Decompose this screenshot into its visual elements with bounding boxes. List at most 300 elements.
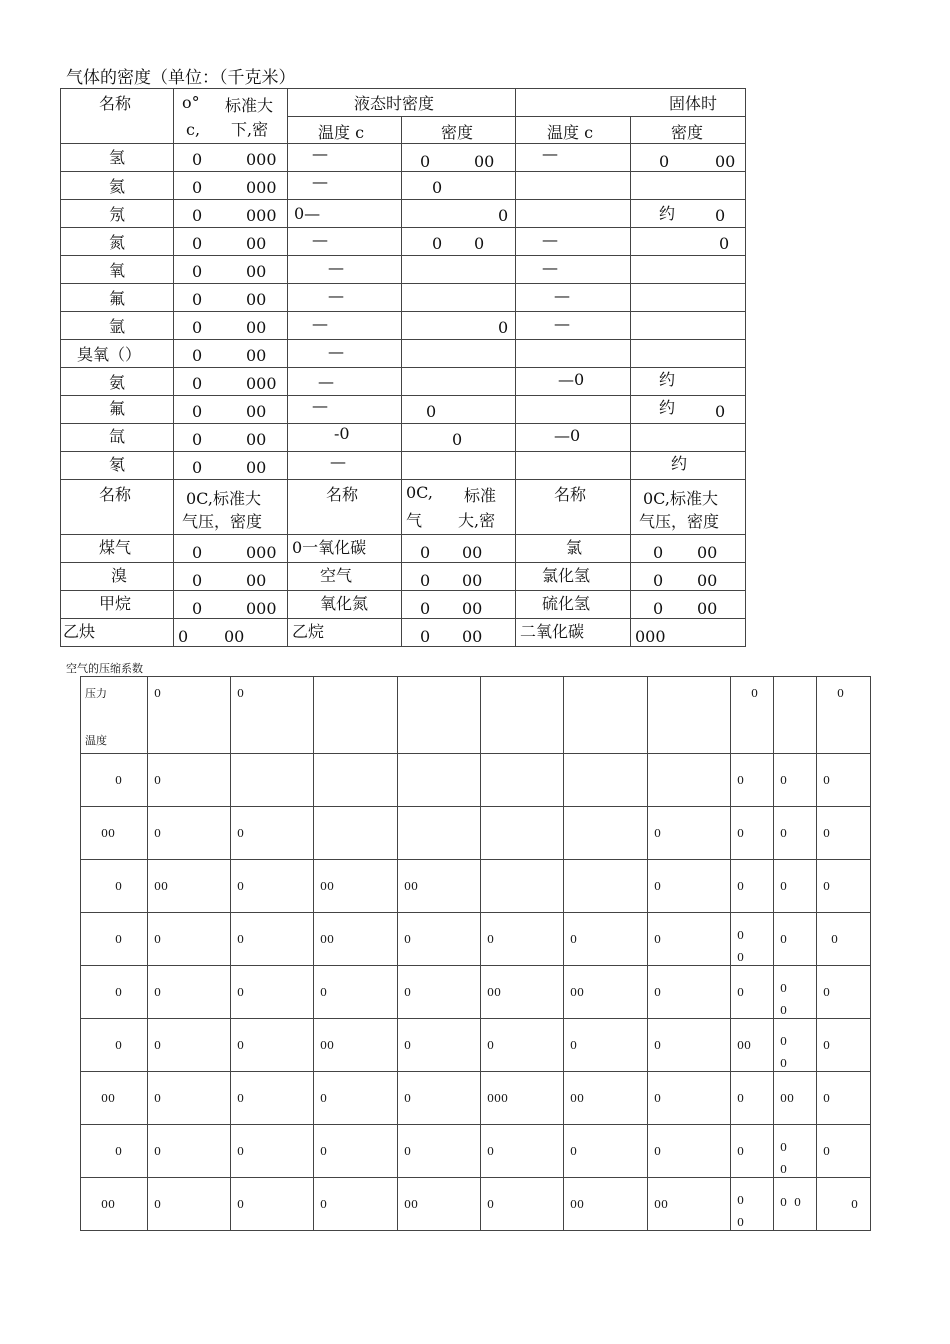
- subheader-std-a: 0C,: [406, 483, 433, 502]
- header-solid-temp: 温度 c: [516, 116, 631, 144]
- density-value: —: [330, 452, 346, 471]
- density-value: 00: [246, 262, 267, 281]
- compression-row: [81, 1125, 871, 1178]
- temperature-cell: [81, 1019, 148, 1072]
- compression-cell: [314, 1072, 398, 1125]
- subheader-std-line1: 0C,标准大: [643, 489, 718, 508]
- density-cell: [61, 619, 174, 647]
- density-value: 0: [420, 543, 431, 562]
- density-value: —: [328, 342, 344, 361]
- compression-cell: [817, 807, 871, 860]
- density-value: 煤气: [99, 538, 132, 557]
- compression-cell: [481, 966, 564, 1019]
- density-value: 0: [192, 599, 203, 618]
- density-value: 氢: [109, 148, 126, 167]
- compression-value: 0: [823, 774, 830, 787]
- compression-row: [81, 807, 871, 860]
- compression-header-cell: [148, 677, 231, 754]
- density-value: —: [542, 258, 558, 277]
- compression-cell: [817, 1072, 871, 1125]
- compression-cell: [648, 754, 731, 807]
- density-value: 0: [192, 234, 203, 253]
- density-row-2: [61, 619, 746, 647]
- compression-cell: [148, 1178, 231, 1231]
- density-cell: [631, 312, 746, 340]
- density-cell: [631, 144, 746, 172]
- compression-cell: [731, 1072, 774, 1125]
- compression-cell: [314, 1178, 398, 1231]
- density-cell: [174, 452, 288, 480]
- density-value: 甲烷: [99, 594, 132, 613]
- density-value: 0: [192, 374, 203, 393]
- density-row: [61, 424, 746, 452]
- compression-value: 0: [154, 1198, 161, 1211]
- compression-value: 00: [487, 986, 501, 999]
- density-cell: [631, 284, 746, 312]
- compression-value: 0: [237, 1039, 244, 1052]
- density-cell: [402, 424, 516, 452]
- compression-cell: [774, 1178, 817, 1231]
- density-cell: [516, 368, 631, 396]
- compression-cell: [148, 1125, 231, 1178]
- density-cell: [174, 200, 288, 228]
- density-value: —: [554, 314, 570, 333]
- density-value: 约: [659, 398, 676, 417]
- density-value: 0: [420, 599, 431, 618]
- compression-value: 0: [654, 986, 661, 999]
- compression-value: 0: [823, 827, 830, 840]
- compression-value: 00: [570, 1198, 584, 1211]
- density-cell: [516, 340, 631, 368]
- density-value: 00: [697, 599, 718, 618]
- density-row-2: [61, 591, 746, 619]
- compression-cell: [398, 807, 481, 860]
- compression-value: 0: [237, 1092, 244, 1105]
- compression-value: 00: [320, 1039, 334, 1052]
- temperature-value: 00: [101, 1198, 115, 1211]
- density-cell: [631, 535, 746, 563]
- density-cell: [61, 535, 174, 563]
- compression-header-cell: [731, 677, 774, 754]
- compression-header-cell: [314, 677, 398, 754]
- compression-row: [81, 913, 871, 966]
- compression-cell: [481, 1125, 564, 1178]
- density-row-2: [61, 563, 746, 591]
- density-cell: [288, 368, 402, 396]
- temperature-value: 0: [115, 986, 122, 999]
- density-value: 氯化氢: [542, 566, 591, 585]
- temperature-cell: [81, 1125, 148, 1178]
- density-cell: [288, 200, 402, 228]
- compression-cell: [774, 1019, 817, 1072]
- compression-cell: [731, 1178, 774, 1231]
- compression-cell: [648, 1019, 731, 1072]
- temperature-value: 0: [115, 1039, 122, 1052]
- compression-value: 0: [570, 1145, 577, 1158]
- density-cell: [174, 424, 288, 452]
- density-cell: [402, 172, 516, 200]
- compression-cell: [564, 754, 648, 807]
- compression-row: [81, 966, 871, 1019]
- density-value: 0: [452, 430, 463, 449]
- density-cell: [288, 340, 402, 368]
- density-cell: [631, 228, 746, 256]
- density-cell: [61, 591, 174, 619]
- density-value: 臭氧（）: [77, 345, 142, 364]
- compression-value: 0: [737, 1145, 744, 1158]
- density-value: 0: [192, 150, 203, 169]
- density-value: 乙炔: [63, 622, 96, 641]
- compression-value: 0: [237, 1198, 244, 1211]
- density-cell: [174, 256, 288, 284]
- compression-value: 0 0: [780, 1035, 787, 1070]
- header-liquid-density-col: 密度: [402, 116, 516, 144]
- density-cell: [631, 200, 746, 228]
- density-value: 约: [659, 204, 676, 223]
- compression-cell: [148, 754, 231, 807]
- density-cell: [516, 312, 631, 340]
- header-name: 名称: [61, 89, 174, 144]
- header-solid: 固体时: [516, 89, 746, 117]
- density-cell: [516, 535, 631, 563]
- density-cell: [288, 563, 402, 591]
- density-value: 00: [474, 152, 495, 171]
- subheader-std-line2: 气压，密度: [182, 512, 263, 531]
- density-value: 0: [715, 206, 726, 225]
- density-value: 氨: [109, 373, 126, 392]
- subheader-std-line1: 0C,标准大: [186, 489, 261, 508]
- density-value: 氦: [109, 177, 126, 196]
- density-value: 氧化氮: [320, 594, 369, 613]
- temperature-value: 0: [115, 1145, 122, 1158]
- density-value: 0: [192, 206, 203, 225]
- compression-value: 0: [404, 1092, 411, 1105]
- subheader-std-c: 气: [406, 511, 423, 530]
- compression-cell: [231, 1072, 314, 1125]
- density-value: 0: [432, 234, 443, 253]
- compression-cell: [564, 966, 648, 1019]
- subheader-std-d: 大,密: [458, 511, 496, 530]
- density-table-title: 气体的密度（单位：（千克米）: [66, 68, 296, 88]
- compression-value: 0: [570, 1039, 577, 1052]
- density-row-2: [61, 535, 746, 563]
- density-cell: [516, 200, 631, 228]
- density-cell: [631, 591, 746, 619]
- density-value: —: [328, 258, 344, 277]
- compression-cell: [398, 913, 481, 966]
- density-cell: [402, 284, 516, 312]
- compression-value: 0: [237, 933, 244, 946]
- density-cell: [174, 312, 288, 340]
- compression-header-cell: [481, 677, 564, 754]
- compression-value: 0: [823, 1145, 830, 1158]
- compression-cell: [231, 754, 314, 807]
- compression-header-row: [81, 677, 871, 754]
- density-cell: [516, 591, 631, 619]
- compression-cell: [817, 1019, 871, 1072]
- density-value: 0: [192, 402, 203, 421]
- density-value: 二氧化碳: [520, 622, 585, 641]
- compression-value: 0: [851, 1198, 858, 1211]
- compression-cell: [231, 1178, 314, 1231]
- density-value: 0—: [294, 204, 321, 223]
- compression-cell: [314, 754, 398, 807]
- temperature-label: 温度: [85, 734, 107, 747]
- compression-value: 0: [737, 827, 744, 840]
- compression-value: 0: [320, 986, 327, 999]
- compression-cell: [731, 807, 774, 860]
- density-row: [61, 228, 746, 256]
- compression-value: 0: [654, 827, 661, 840]
- density-cell: [631, 368, 746, 396]
- density-value: 00: [246, 290, 267, 309]
- density-value: 0一氧化碳: [292, 538, 367, 557]
- density-cell: [402, 368, 516, 396]
- temperature-value: 0: [115, 933, 122, 946]
- compression-cell: [774, 966, 817, 1019]
- subheader-cell: [631, 480, 746, 535]
- compression-cell: [398, 966, 481, 1019]
- compression-cell: [148, 966, 231, 1019]
- compression-cell: [314, 1019, 398, 1072]
- density-value: 00: [462, 599, 483, 618]
- compression-cell: [231, 913, 314, 966]
- density-cell: [631, 256, 746, 284]
- subheader-cell: [61, 480, 174, 535]
- compression-value: 00: [570, 986, 584, 999]
- density-value: 0: [715, 402, 726, 421]
- density-cell: [174, 284, 288, 312]
- density-value: 0: [192, 458, 203, 477]
- subheader-name: 名称: [554, 485, 587, 504]
- density-row: [61, 396, 746, 424]
- density-value: 000: [246, 374, 277, 393]
- compression-cell: [481, 860, 564, 913]
- compression-value: 0: [404, 1145, 411, 1158]
- compression-row: [81, 1072, 871, 1125]
- compression-cell: [481, 913, 564, 966]
- compression-cell: [648, 966, 731, 1019]
- density-cell: [174, 396, 288, 424]
- density-value: 0: [432, 178, 443, 197]
- compression-value: 00: [404, 880, 418, 893]
- density-cell: [516, 563, 631, 591]
- compression-cell: [731, 913, 774, 966]
- compression-value: 00: [780, 1092, 794, 1105]
- compression-value: 0: [154, 1145, 161, 1158]
- compression-cell: [148, 913, 231, 966]
- density-cell: [61, 424, 174, 452]
- density-cell: [174, 619, 288, 647]
- density-value: 0: [420, 627, 431, 646]
- density-cell: [402, 228, 516, 256]
- compression-cell: [148, 860, 231, 913]
- compression-value: 0: [780, 880, 787, 893]
- header-solid-density: 密度: [631, 116, 746, 144]
- density-cell: [631, 424, 746, 452]
- compression-cell: [148, 807, 231, 860]
- compression-cell: [648, 1178, 731, 1231]
- density-cell: [402, 452, 516, 480]
- density-value: 氟: [109, 289, 126, 308]
- density-value: 0: [192, 571, 203, 590]
- compression-cell: [481, 1019, 564, 1072]
- compression-cell: [731, 1019, 774, 1072]
- density-cell: [631, 619, 746, 647]
- subheader-name: 名称: [326, 485, 359, 504]
- subheader-cell: [516, 480, 631, 535]
- temperature-value: 00: [101, 827, 115, 840]
- compression-cell: [481, 1178, 564, 1231]
- compression-header-cell: [398, 677, 481, 754]
- compression-value: 0 0: [737, 1194, 744, 1229]
- temperature-value: 00: [101, 1092, 115, 1105]
- density-cell: [631, 452, 746, 480]
- density-value: 0: [498, 318, 509, 337]
- subheader-cell: [288, 480, 402, 535]
- density-value: 00: [246, 346, 267, 365]
- density-cell: [288, 228, 402, 256]
- compression-value: 00: [570, 1092, 584, 1105]
- compression-cell: [314, 913, 398, 966]
- compression-value: 0: [237, 1145, 244, 1158]
- density-row: [61, 340, 746, 368]
- density-row: [61, 200, 746, 228]
- compression-row: [81, 1019, 871, 1072]
- header-standard-density: o° 标准大 c, 下,密: [174, 89, 288, 144]
- density-value: —: [542, 230, 558, 249]
- density-cell: [174, 144, 288, 172]
- density-value: 0: [420, 571, 431, 590]
- density-value: 0: [653, 571, 664, 590]
- density-value: 000: [635, 627, 666, 646]
- compression-cell: [231, 1125, 314, 1178]
- density-cell: [402, 563, 516, 591]
- density-value: —: [328, 286, 344, 305]
- density-value: 00: [246, 402, 267, 421]
- subheader-cell: [402, 480, 516, 535]
- compression-value: 00: [737, 1039, 751, 1052]
- density-value: 氧: [109, 261, 126, 280]
- compression-value: 0: [404, 1039, 411, 1052]
- compression-cell: [817, 966, 871, 1019]
- density-value: 乙烷: [292, 622, 325, 641]
- compression-cell: [564, 1178, 648, 1231]
- density-value: 氡: [109, 455, 126, 474]
- compression-value: 0: [654, 880, 661, 893]
- temperature-cell: [81, 1072, 148, 1125]
- compression-value: 0: [654, 1145, 661, 1158]
- density-value: 00: [462, 627, 483, 646]
- compression-cell: [148, 1019, 231, 1072]
- density-cell: [631, 396, 746, 424]
- density-subheader-row: [61, 480, 746, 535]
- compression-value: 0: [780, 774, 787, 787]
- density-value: 氙: [109, 427, 126, 446]
- compression-value: 0: [737, 986, 744, 999]
- density-cell: [516, 144, 631, 172]
- compression-value: 0: [823, 986, 830, 999]
- density-value: 000: [246, 206, 277, 225]
- density-cell: [288, 452, 402, 480]
- density-value: 0: [420, 152, 431, 171]
- compression-value: 0 0: [780, 1141, 787, 1176]
- compression-cell: [481, 1072, 564, 1125]
- compression-cell: [398, 1178, 481, 1231]
- density-cell: [402, 144, 516, 172]
- density-cell: [61, 172, 174, 200]
- compression-cell: [481, 754, 564, 807]
- compression-cell: [731, 754, 774, 807]
- density-value: 00: [697, 571, 718, 590]
- density-value: 000: [246, 543, 277, 562]
- density-value: 0: [192, 543, 203, 562]
- density-value: 0: [653, 543, 664, 562]
- compression-value: 0: [823, 880, 830, 893]
- compression-value: 0: [654, 1039, 661, 1052]
- density-value: —: [312, 172, 328, 191]
- density-cell: [288, 591, 402, 619]
- temperature-cell: [81, 1178, 148, 1231]
- density-value: 00: [246, 458, 267, 477]
- density-cell: [288, 619, 402, 647]
- compression-value: 0: [823, 1092, 830, 1105]
- compression-value: 0: [737, 1092, 744, 1105]
- density-row: [61, 452, 746, 480]
- temperature-cell: [81, 913, 148, 966]
- compression-cell: [314, 807, 398, 860]
- compression-cell: [774, 913, 817, 966]
- density-cell: [402, 256, 516, 284]
- compression-header-cell: [817, 677, 871, 754]
- compression-value: 0: [654, 933, 661, 946]
- density-value: 00: [246, 430, 267, 449]
- density-cell: [402, 340, 516, 368]
- density-value: 00: [462, 543, 483, 562]
- compression-header-cell: [564, 677, 648, 754]
- compression-cell: [314, 966, 398, 1019]
- compression-value: 0 0: [780, 982, 787, 1017]
- compression-cell: [817, 860, 871, 913]
- compression-row: [81, 754, 871, 807]
- temperature-cell: [81, 754, 148, 807]
- density-value: 0: [498, 206, 509, 225]
- density-value: 000: [246, 150, 277, 169]
- compression-corner-cell: [81, 677, 148, 754]
- density-value: 0: [178, 627, 189, 646]
- density-value: 氯: [566, 538, 583, 557]
- density-value: 00: [697, 543, 718, 562]
- compression-cell: [564, 913, 648, 966]
- density-value: 0: [192, 290, 203, 309]
- compression-value: 0: [154, 933, 161, 946]
- subheader-std-b: 标准: [464, 486, 497, 505]
- compression-cell: [564, 1125, 648, 1178]
- density-value: 0: [719, 234, 730, 253]
- compression-value: 0: [487, 933, 494, 946]
- compression-cell: [398, 1125, 481, 1178]
- density-cell: [61, 396, 174, 424]
- density-cell: [288, 312, 402, 340]
- density-cell: [61, 256, 174, 284]
- pressure-value: 0: [837, 687, 844, 700]
- density-value: —: [312, 314, 328, 333]
- density-cell: [61, 284, 174, 312]
- compression-cell: [648, 860, 731, 913]
- density-value: 0: [426, 402, 437, 421]
- compression-value: 0: [320, 1092, 327, 1105]
- compression-cell: [314, 1125, 398, 1178]
